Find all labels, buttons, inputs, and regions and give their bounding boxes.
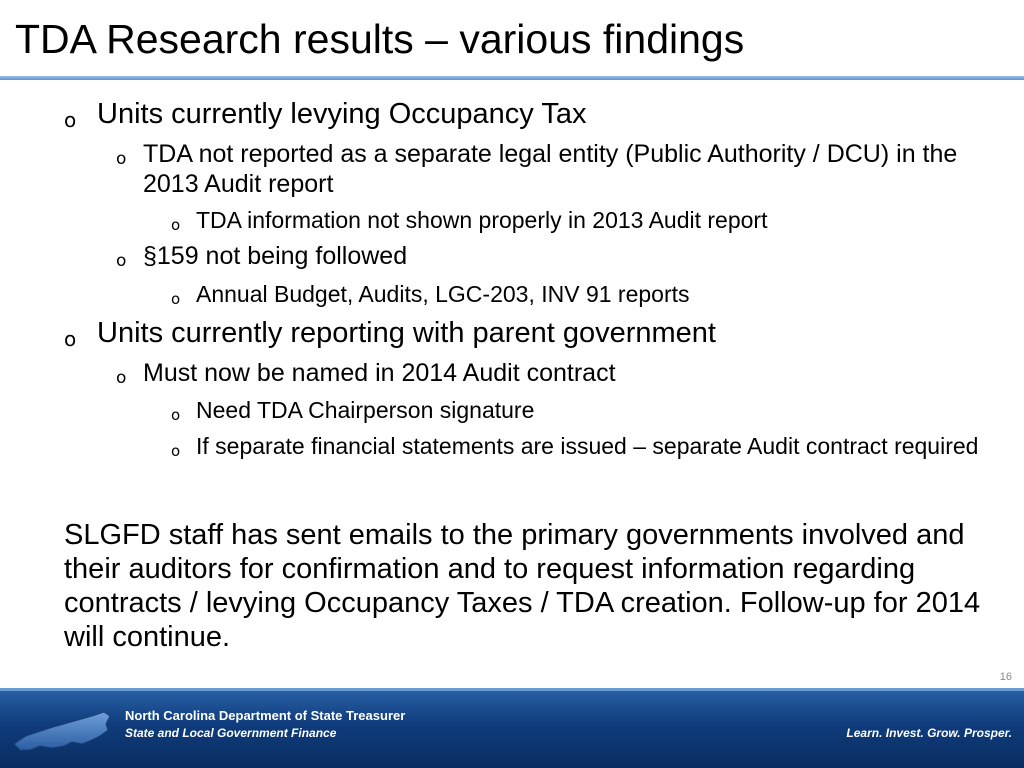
bullet-text: TDA not reported as a separate legal entity (Public Authority / DCU) in the 2013 Audit report xyxy=(143,140,958,198)
footer-highlight xyxy=(0,688,1024,691)
bullet-text: Units currently levying Occupancy Tax xyxy=(97,98,587,130)
bullet-item xyxy=(171,396,535,424)
organization-name: North Carolina Department of State Treasurer xyxy=(125,708,406,723)
bullet-text: TDA information not shown properly in 2013 Audit report xyxy=(196,207,768,233)
bullet-marker: o xyxy=(171,406,181,424)
bullet-marker: o xyxy=(116,368,127,388)
footer-banner xyxy=(0,688,1024,768)
bullet-text: Must now be named in 2014 Audit contract xyxy=(143,359,616,387)
slide-title: TDA Research results – various findings xyxy=(15,16,745,62)
bullet-item xyxy=(116,358,616,388)
bullet-marker: o xyxy=(171,216,181,234)
bullet-marker: o xyxy=(116,251,127,271)
bullet-item xyxy=(64,316,716,351)
page-number: 16 xyxy=(999,671,1012,683)
bullet-item xyxy=(64,97,587,132)
bullet-marker: o xyxy=(171,290,181,308)
bullet-item xyxy=(171,206,768,234)
bullet-item xyxy=(171,280,690,308)
bullet-marker: o xyxy=(171,442,181,460)
bullet-text: §159 not being followed xyxy=(143,242,408,270)
bullet-marker: o xyxy=(64,327,77,351)
bullet-text: Need TDA Chairperson signature xyxy=(196,397,535,423)
bullet-item xyxy=(116,139,1003,199)
north-carolina-map-icon xyxy=(12,706,112,754)
bullet-item xyxy=(171,432,996,460)
bullet-text: Annual Budget, Audits, LGC-203, INV 91 reports xyxy=(196,281,690,307)
organization-division: State and Local Government Finance xyxy=(125,726,337,740)
bullet-item xyxy=(116,241,408,271)
summary-paragraph: SLGFD staff has sent emails to the primary governments involved and their auditors for confirmation and to request information regarding contracts / levying Occupancy Taxes / TDA creation. Follow-up for 2014 will continue. xyxy=(64,519,981,653)
title-divider xyxy=(0,76,1024,80)
bullet-text: If separate financial statements are issued – separate Audit contract required xyxy=(196,433,979,459)
footer-tagline: Learn. Invest. Grow. Prosper. xyxy=(846,726,1012,740)
bullet-marker: o xyxy=(64,108,77,132)
bullet-marker: o xyxy=(116,149,127,169)
bullet-text: Units currently reporting with parent government xyxy=(97,317,716,349)
